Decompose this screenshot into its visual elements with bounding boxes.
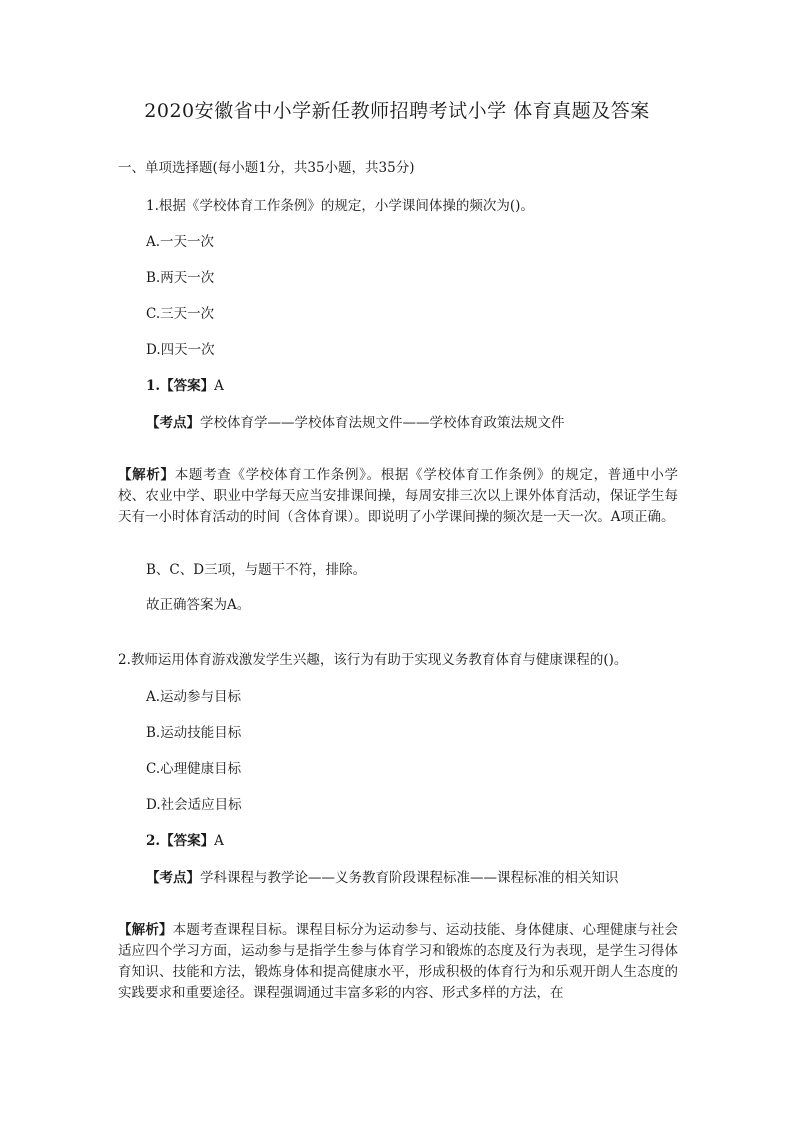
answer-label: 2.【答案】	[146, 833, 215, 849]
key-point-label: 【考点】	[146, 415, 200, 431]
key-point-text: 学科课程与教学论——义务教育阶段课程标准——课程标准的相关知识	[200, 870, 619, 886]
answer-line	[146, 833, 224, 851]
option-d: D.四天一次	[146, 342, 215, 358]
analysis-paragraph	[118, 920, 678, 1004]
answer-value: A	[214, 833, 224, 849]
option-a: A.一天一次	[146, 234, 215, 250]
answer-line	[146, 378, 224, 396]
option-b: B.运动技能目标	[146, 725, 242, 741]
question-stem: 2.教师运用体育游戏激发学生兴趣，该行为有助于实现义务教育体育与健康课程的()。	[118, 652, 628, 668]
question-stem: 1.根据《学校体育工作条例》的规定，小学课间体操的频次为()。	[146, 198, 534, 214]
answer-label: 1.【答案】	[146, 378, 215, 394]
option-a: A.运动参与目标	[146, 689, 242, 705]
key-point-line	[146, 415, 565, 433]
option-b: B.两天一次	[146, 270, 215, 286]
answer-value: A	[214, 378, 224, 394]
analysis-text: 本题考查《学校体育工作条例》。根据《学校体育工作条例》的规定，普通中小学校、农业中学、职业中学每天应当安排课间操，每周安排三次以上课外体育活动，保证学生每天有一小时体育活动的时间（含体育课）。即说明了小学课间操的频次是一天一次。A项正确。	[118, 467, 679, 525]
key-point-line	[146, 870, 619, 888]
analysis-extra: 故正确答案为A。	[146, 597, 251, 613]
analysis-extra: B、C、D三项，与题干不符，排除。	[146, 562, 367, 578]
option-c: C.三天一次	[146, 306, 215, 322]
analysis-label: 【解析】	[118, 922, 173, 938]
analysis-paragraph	[118, 465, 678, 528]
analysis-label: 【解析】	[118, 467, 175, 483]
key-point-text: 学校体育学——学校体育法规文件——学校体育政策法规文件	[200, 415, 565, 431]
analysis-text: 本题考查课程目标。课程目标分为运动参与、运动技能、身体健康、心理健康与社会适应四个学习方面，运动参与是指学生参与体育学习和锻炼的态度及行为表现，是学生习得体育知识、技能和方法，锻炼身体和提高健康水平，形成积极的体育行为和乐观开朗人生态度的实践要求和重要途径。课程强调通过丰富多彩的内容、形式多样的方法，在	[118, 922, 679, 1001]
document-title: 2020安徽省中小学新任教师招聘考试小学 体育真题及答案	[144, 100, 650, 122]
option-c: C.心理健康目标	[146, 761, 242, 777]
section-heading: 一、单项选择题(每小题1分，共35小题，共35分)	[118, 160, 415, 176]
key-point-label: 【考点】	[146, 870, 200, 886]
option-d: D.社会适应目标	[146, 797, 242, 813]
